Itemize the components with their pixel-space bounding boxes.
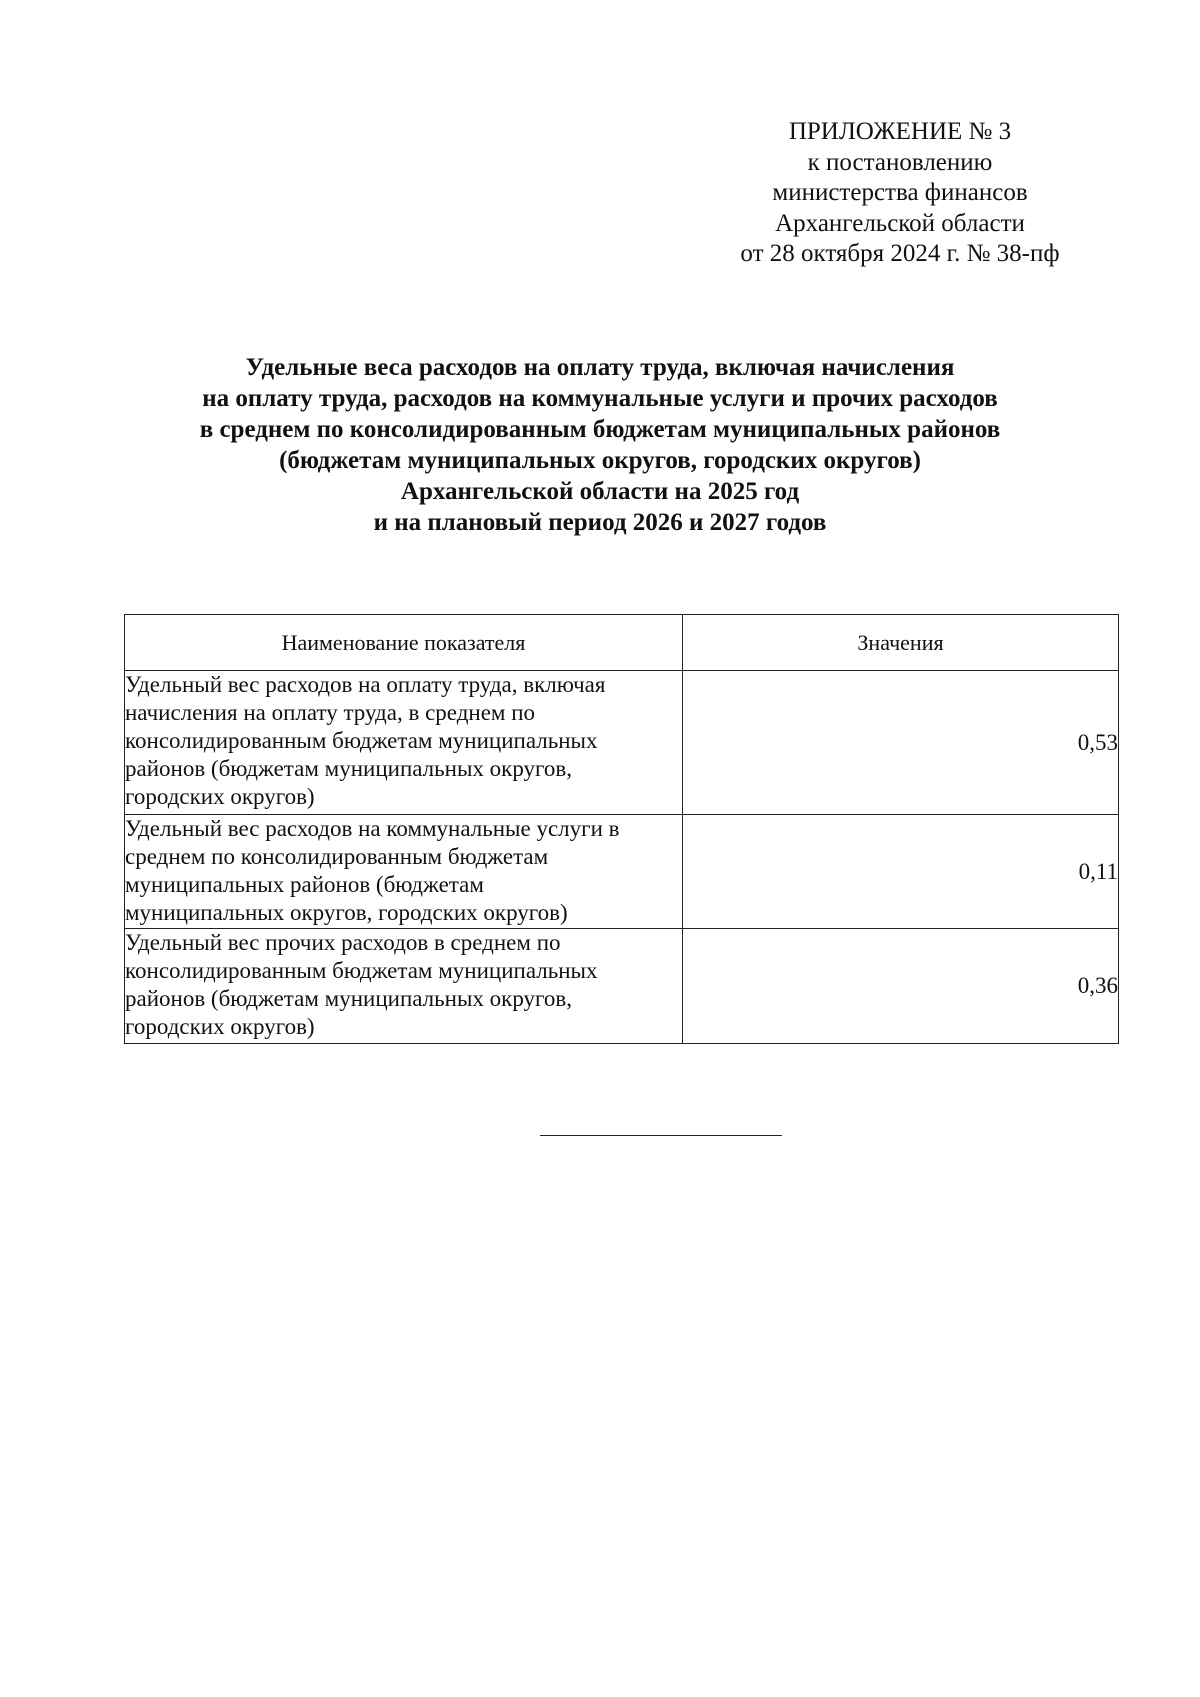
table-row xyxy=(125,929,1119,1044)
indicator-name-cell xyxy=(125,929,683,1044)
title-line: (бюджетам муниципальных округов, городских округов) xyxy=(279,447,921,474)
appendix-date-number: от 28 октября 2024 г. № 38-пф xyxy=(740,240,1060,267)
indicator-name-line: муниципальных округов, городских округов) xyxy=(125,900,568,925)
indicator-name-line: Удельный вес прочих расходов в среднем по xyxy=(125,930,561,955)
appendix-region: Архангельской области xyxy=(775,209,1025,237)
end-of-document-rule xyxy=(540,1135,782,1136)
table-header-row xyxy=(125,615,1119,671)
indicator-value-cell: 0,53 xyxy=(683,671,1119,815)
document-title xyxy=(100,352,1100,538)
indicator-name-line: Удельный вес расходов на оплату труда, включая xyxy=(125,672,606,697)
appendix-ministry: министерства финансов xyxy=(772,179,1028,206)
title-line: Архангельской области на 2025 год xyxy=(400,478,800,505)
indicator-name-cell xyxy=(125,671,683,815)
header-values: Значения xyxy=(683,615,1119,671)
indicator-name-line: городских округов) xyxy=(125,784,315,809)
indicator-name-line: среднем по консолидированным бюджетам xyxy=(125,844,549,869)
indicator-name-line: Удельный вес расходов на коммунальные услуги в xyxy=(125,816,620,841)
indicator-name-line: городских округов) xyxy=(125,1014,315,1039)
appendix-number: ПРИЛОЖЕНИЕ № 3 xyxy=(788,118,1012,145)
indicator-name-cell xyxy=(125,815,683,929)
appendix-reference xyxy=(700,117,1100,270)
indicator-name-line: районов (бюджетам муниципальных округов, xyxy=(125,986,572,1011)
indicator-name-line: консолидированным бюджетам муниципальных xyxy=(125,958,598,983)
indicator-name-line: консолидированным бюджетам муниципальных xyxy=(125,728,598,753)
indicator-name-line: муниципальных районов (бюджетам xyxy=(125,872,484,897)
title-line: и на плановый период 2026 и 2027 годов xyxy=(373,509,827,536)
table-row xyxy=(125,671,1119,815)
indicator-name-line: районов (бюджетам муниципальных округов, xyxy=(125,756,572,781)
indicator-value-cell: 0,36 xyxy=(683,929,1119,1044)
appendix-resolution: к постановлению xyxy=(807,148,993,176)
title-line: в среднем по консолидированным бюджетам муниципальных районов xyxy=(199,416,1001,443)
title-line: Удельные веса расходов на оплату труда, включая начисления xyxy=(245,354,955,381)
weights-table xyxy=(124,614,1119,1044)
indicator-name-line: начисления на оплату труда, в среднем по xyxy=(125,700,536,725)
title-line: на оплату труда, расходов на коммунальные услуги и прочих расходов xyxy=(202,385,998,412)
indicator-value-cell: 0,11 xyxy=(683,815,1119,929)
header-indicator-name: Наименование показателя xyxy=(125,615,683,671)
table-row xyxy=(125,815,1119,929)
